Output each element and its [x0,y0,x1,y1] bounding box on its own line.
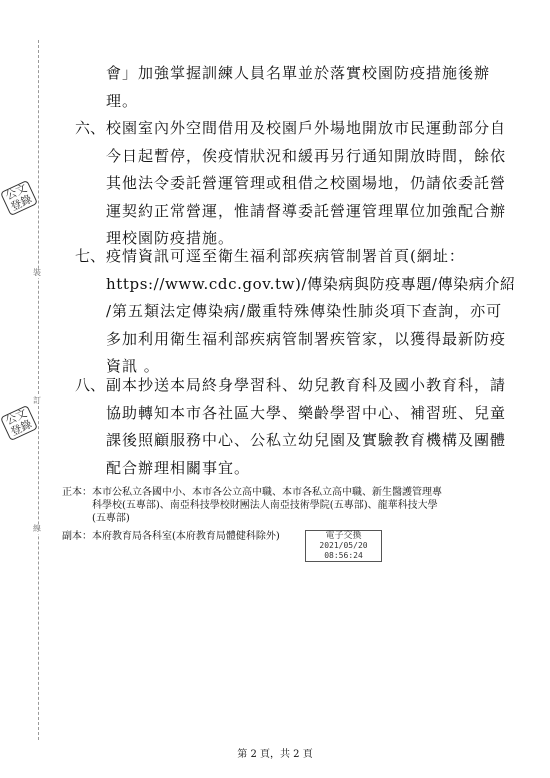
receipt-stamp-1: 公文 登錄 [0,180,38,216]
section-line: 今日起暫停，俟疫情狀況和緩再另行通知開放時間，餘依 [106,146,507,165]
section-6-text [106,115,506,253]
seal-time: 08:56:24 [324,551,363,560]
section-line: 配合辦理相關事宜。 [106,458,251,477]
receipt-stamp-2: 公文 登錄 [0,405,38,441]
electronic-exchange-seal [305,530,382,562]
section-line: 課後照顧服務中心、公私立幼兒園及實驗教育機構及團體 [106,431,507,449]
continuation-line: 會」加強掌握訓練人員名單並於落實校園防疫措施後辦 [106,64,491,82]
section-7-text [106,243,516,381]
section-line: /第五類法定傳染病/嚴重特殊傳染性肺炎項下查詢，亦可 [106,302,503,320]
section-line: 副本抄送本局終身學習科、幼兒教育科及國小教育科，請 [106,376,507,394]
fuben-line: 副本：本府教育局各科室(本府教育局體健科除外) [62,531,280,542]
section-line: 協助轉知本市各社區大學、樂齡學習中心、補習班、兒童 [106,403,507,422]
page-number: 第 2 頁，共 2 頁 [237,749,313,760]
zhengben-line: 科學校(五專部)、南亞科技學校財團法人南亞技術學院(五專部)、龍華科技大學 [62,500,438,511]
fuben-recipients [62,530,280,543]
section-line: https://www.cdc.gov.tw)/傳染病與防疫專題/傳染病介紹 [106,274,516,293]
binding-mark-ding: 訂 [33,396,41,405]
seal-date: 2021/05/20 [319,541,368,550]
section-line: 理校園防疫措施。 [106,229,235,247]
section-line: 校園室內外空間借用及校園戶外場地開放市民運動部分自 [106,119,507,137]
binding-line [38,40,40,740]
binding-mark-zhuang: 裝 [33,268,41,277]
zhengben-line: (五專部) [62,513,130,524]
section-line: 資訊 。 [106,357,160,375]
section-8-number: 八、 [75,376,106,394]
binding-mark-xian: 線 [33,524,41,533]
zhengben-line: 正本：本市公私立各國中小、本市各公立高中職、本市各私立高中職、新生醫護管理專 [62,487,442,498]
section-8-text [106,372,506,482]
section-line: 疫情資訊可逕至衛生福利部疾病管制署首頁(網址： [106,247,465,265]
section-7-number: 七、 [75,247,106,265]
section-6-number: 六、 [75,119,106,137]
section-line: 多加利用衛生福利部疾病管制署疾管家，以獲得最新防疫 [106,329,507,348]
continuation-line: 理。 [106,91,139,110]
continuation-paragraph [106,60,490,115]
seal-top: 電子交換 [325,531,362,541]
section-line: 其他法令委託營運管理或租借之校園場地，仍請依委託營 [106,174,507,192]
zhengben-recipients [62,486,442,525]
section-line: 運契約正常營運，惟請督導委託營運管理單位加強配合辦 [106,201,507,220]
